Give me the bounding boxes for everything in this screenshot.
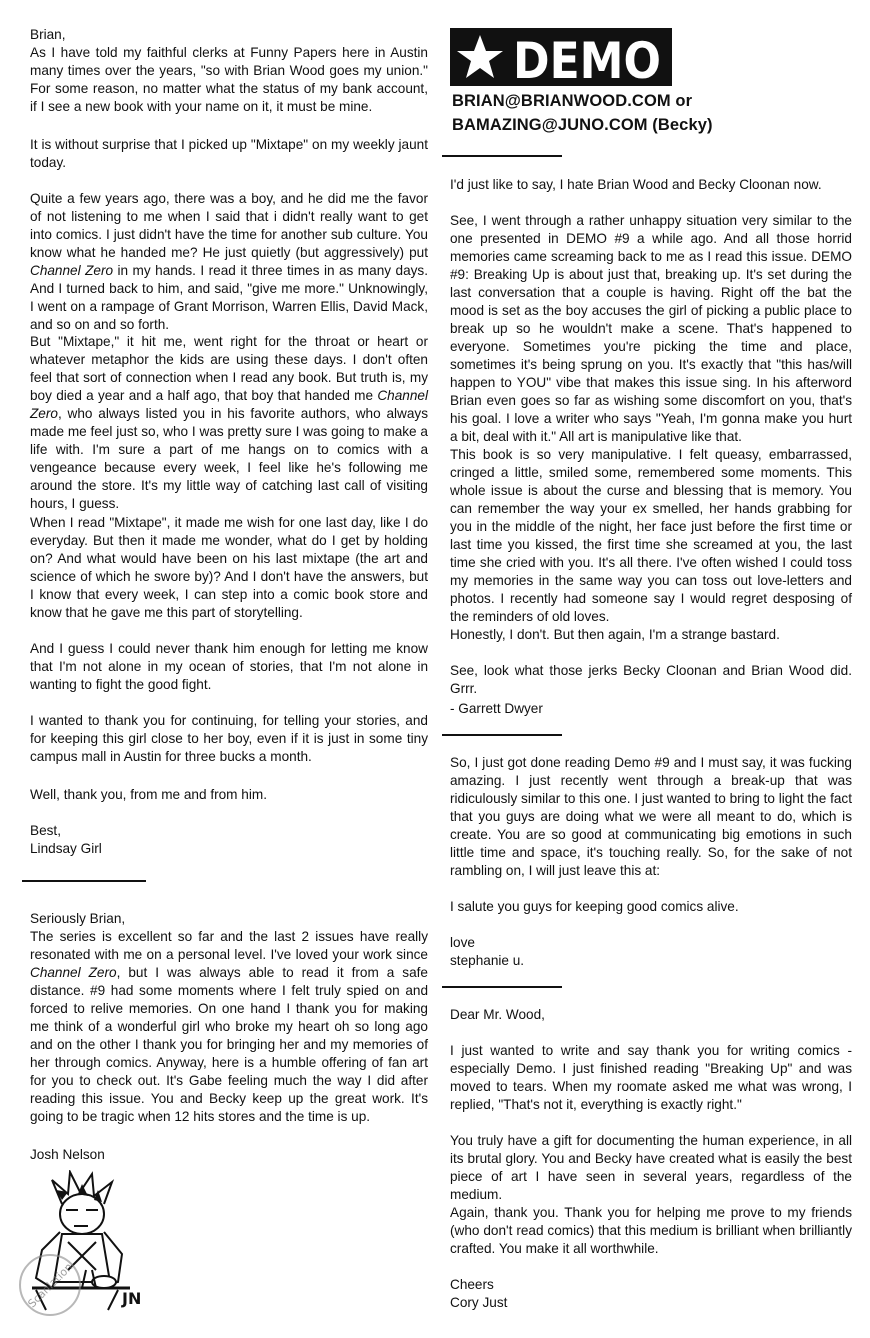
divider (442, 734, 562, 736)
stephanie-closing: love (450, 935, 475, 950)
watermark-stamp (10, 1245, 90, 1325)
fan-art-signature: JN (122, 1289, 142, 1308)
garrett-para-3: This book is so very manipulative. I felt queasy, embarrassed, cringed a little, smiled some, remembered some moments. This whole issue is about the curse and blessing that is memory. You can remember the way your ex smelled, her hands grabbing for you in the middle of the night, her face just before the first time or last time you kissed, the first time she screamed at you, the last time she cried with you. It's all there. I've often wished I could toss my memories in the same way you can toss out love-letters and photos. I recently had someone say I would regret desposing of the reminders of old loves. (450, 447, 852, 624)
logo-text: DEMO (513, 32, 661, 88)
garrett-para-1: I'd just like to say, I hate Brian Wood and Becky Cloonan now. (450, 177, 822, 192)
cory-signature: Cory Just (450, 1295, 508, 1310)
stephanie-para-2: I salute you guys for keeping good comics alive. (450, 899, 739, 914)
lindsay-para-4: But "Mixtape," it hit me, went right for the throat or heart or whatever metaphor the kids are using these days. I don't often feel that sort of connection when I read any book. But truth is, my boy died a year and a half ago, that boy that handed me Channel Zero, who always listed you in his favorite authors, who always made me feel just so, who I was pretty sure I was going to make a life with. I'm sure a part of me hangs on to comics with a vengeance because every week, I feel like he's following me around the store. It's my little way of catching last call of visiting hours, I guess. (30, 334, 428, 511)
lindsay-para-1: As I have told my faithful clerks at Funny Papers here in Austin many times over the years, "so with Brian Wood goes my union." For some reason, no matter what the status of my bank account, if I see a new book with your name on it, it must be mine. (30, 45, 428, 114)
lindsay-signature: Lindsay Girl (30, 841, 102, 856)
divider (442, 986, 562, 988)
garrett-signature: - Garrett Dwyer (450, 701, 543, 716)
stephanie-para-1: So, I just got done reading Demo #9 and I must say, it was fucking amazing. I just recently went through a break-up that was ridiculously similar to this one. I just wanted to bring to light the fact that you guys are doing what we were all meant to do, which is create. You are so good at communicating big emotions in such little time and space, it's touching really. So, for the sake of not rambling on, I will just leave this at: (450, 755, 852, 878)
lindsay-para-2: It is without surprise that I picked up "Mixtape" on my weekly jaunt today. (30, 137, 428, 170)
lindsay-para-3: Quite a few years ago, there was a boy, and he did me the favor of not listening to me when I said that i didn't really want to get into comics. I just didn't have the time for another sub culture. You know what he handed me? He just quietly (but aggressively) put Channel Zero in my hands. I read it three times in as many days. And I turned back to him, and said, "give me more." Unknowingly, I went on a rampage of Grant Morrison, Warren Ellis, David Mack, and so on and so forth. (30, 191, 429, 332)
garrett-para-2: See, I went through a rather unhappy situation very similar to the one presented in DEMO #9 a while ago. And all those horrid memories came screaming back to me as I read this issue. DEMO #9: Breaking Up is about just that, breaking up. It's set during the last conversation that a couple is having. Right off the bat the mood is set as the boy accuses the girl of picking a public place to break up so he wouldn't make a scene. That's happened to everyone. Sometimes you're picking the time and place, sometimes it's being sprung on you. It's exactly that "this has/will happen to YOU" vibe that makes this issue sing. In his afterword Brian even goes so far as wishing some discomfort on you, that's his goal. I love a writer who says "Yeah, I'm gonna make you hurt a bit, deal with it." All art is manipulative like that. (450, 213, 852, 444)
demo-logo (450, 26, 672, 88)
stephanie-signature: stephanie u. (450, 953, 525, 968)
cory-para-3: Again, thank you. Thank you for helping me prove to my friends (who don't read comics) that this medium is brilliant when brilliantly crafted. You make it all worthwhile. (450, 1205, 852, 1256)
lindsay-closing: Best, (30, 823, 61, 838)
josh-signature: Josh Nelson (30, 1147, 105, 1162)
cory-salutation: Dear Mr. Wood, (450, 1007, 545, 1022)
josh-para-1: The series is excellent so far and the last 2 issues have really resonated with me on a personal level. I've loved your work since Channel Zero, but I was always able to read it from a safe distance. #9 had some moments where I felt truly spied on and forced to relive memories. On one hand I thank you for making me think of a wonderful girl who broke my heart oh so long ago and on the other I thank you for bringing her and my memories of her through comics. Anyway, here is a humble offering of fan art for you to check out. It's Gabe feeling much the way I did after reading this issue. You and Becky keep up the great work. It's going to be tragic when 12 hits stores and the time is up. (30, 929, 428, 1124)
divider (22, 880, 146, 882)
cory-closing: Cheers (450, 1277, 494, 1292)
lindsay-para-7: I wanted to thank you for continuing, for telling your stories, and for keeping this girl close to her boy, even if it is just in some tiny campus mall in Austin for three bucks a month. (30, 713, 428, 764)
garrett-para-4: Honestly, I don't. But then again, I'm a strange bastard. (450, 627, 780, 642)
garrett-para-5: See, look what those jerks Becky Cloonan and Brian Wood did. Grrr. (450, 663, 852, 696)
lindsay-salutation: Brian, (30, 27, 66, 42)
contact-email-2: BAMAZING@JUNO.COM (Becky) (452, 116, 713, 134)
watermark-text: Scanlation (25, 1260, 76, 1311)
divider (442, 155, 562, 157)
josh-salutation: Seriously Brian, (30, 911, 126, 926)
cory-para-1: I just wanted to write and say thank you for writing comics - especially Demo. I just finished reading "Breaking Up" and was moved to tears. When my roomate asked me what was wrong, I replied, "That's not it, everything is exactly right." (450, 1043, 852, 1112)
lindsay-para-6: And I guess I could never thank him enough for letting me know that I'm not alone in my ocean of stories, that I'm not alone in wanting to fight the good fight. (30, 641, 428, 692)
lindsay-para-8: Well, thank you, from me and from him. (30, 787, 267, 802)
cory-para-2: You truly have a gift for documenting the human experience, in all its brutal glory. You and Becky have created what is easily the best piece of art I have seen in several years, regardless of the medium. (450, 1133, 852, 1202)
lindsay-para-5: When I read "Mixtape", it made me wish for one last day, like I do everyday. But then it made me wonder, what do I get by holding on? And what would have been on his last mixtape (the art and science of which he swore by)? And I don't have the answers, but I know that every week, I can step into a comic book store and know that he gave me this part of storytelling. (30, 515, 428, 620)
contact-email-1: BRIAN@BRIANWOOD.COM or (452, 92, 693, 110)
